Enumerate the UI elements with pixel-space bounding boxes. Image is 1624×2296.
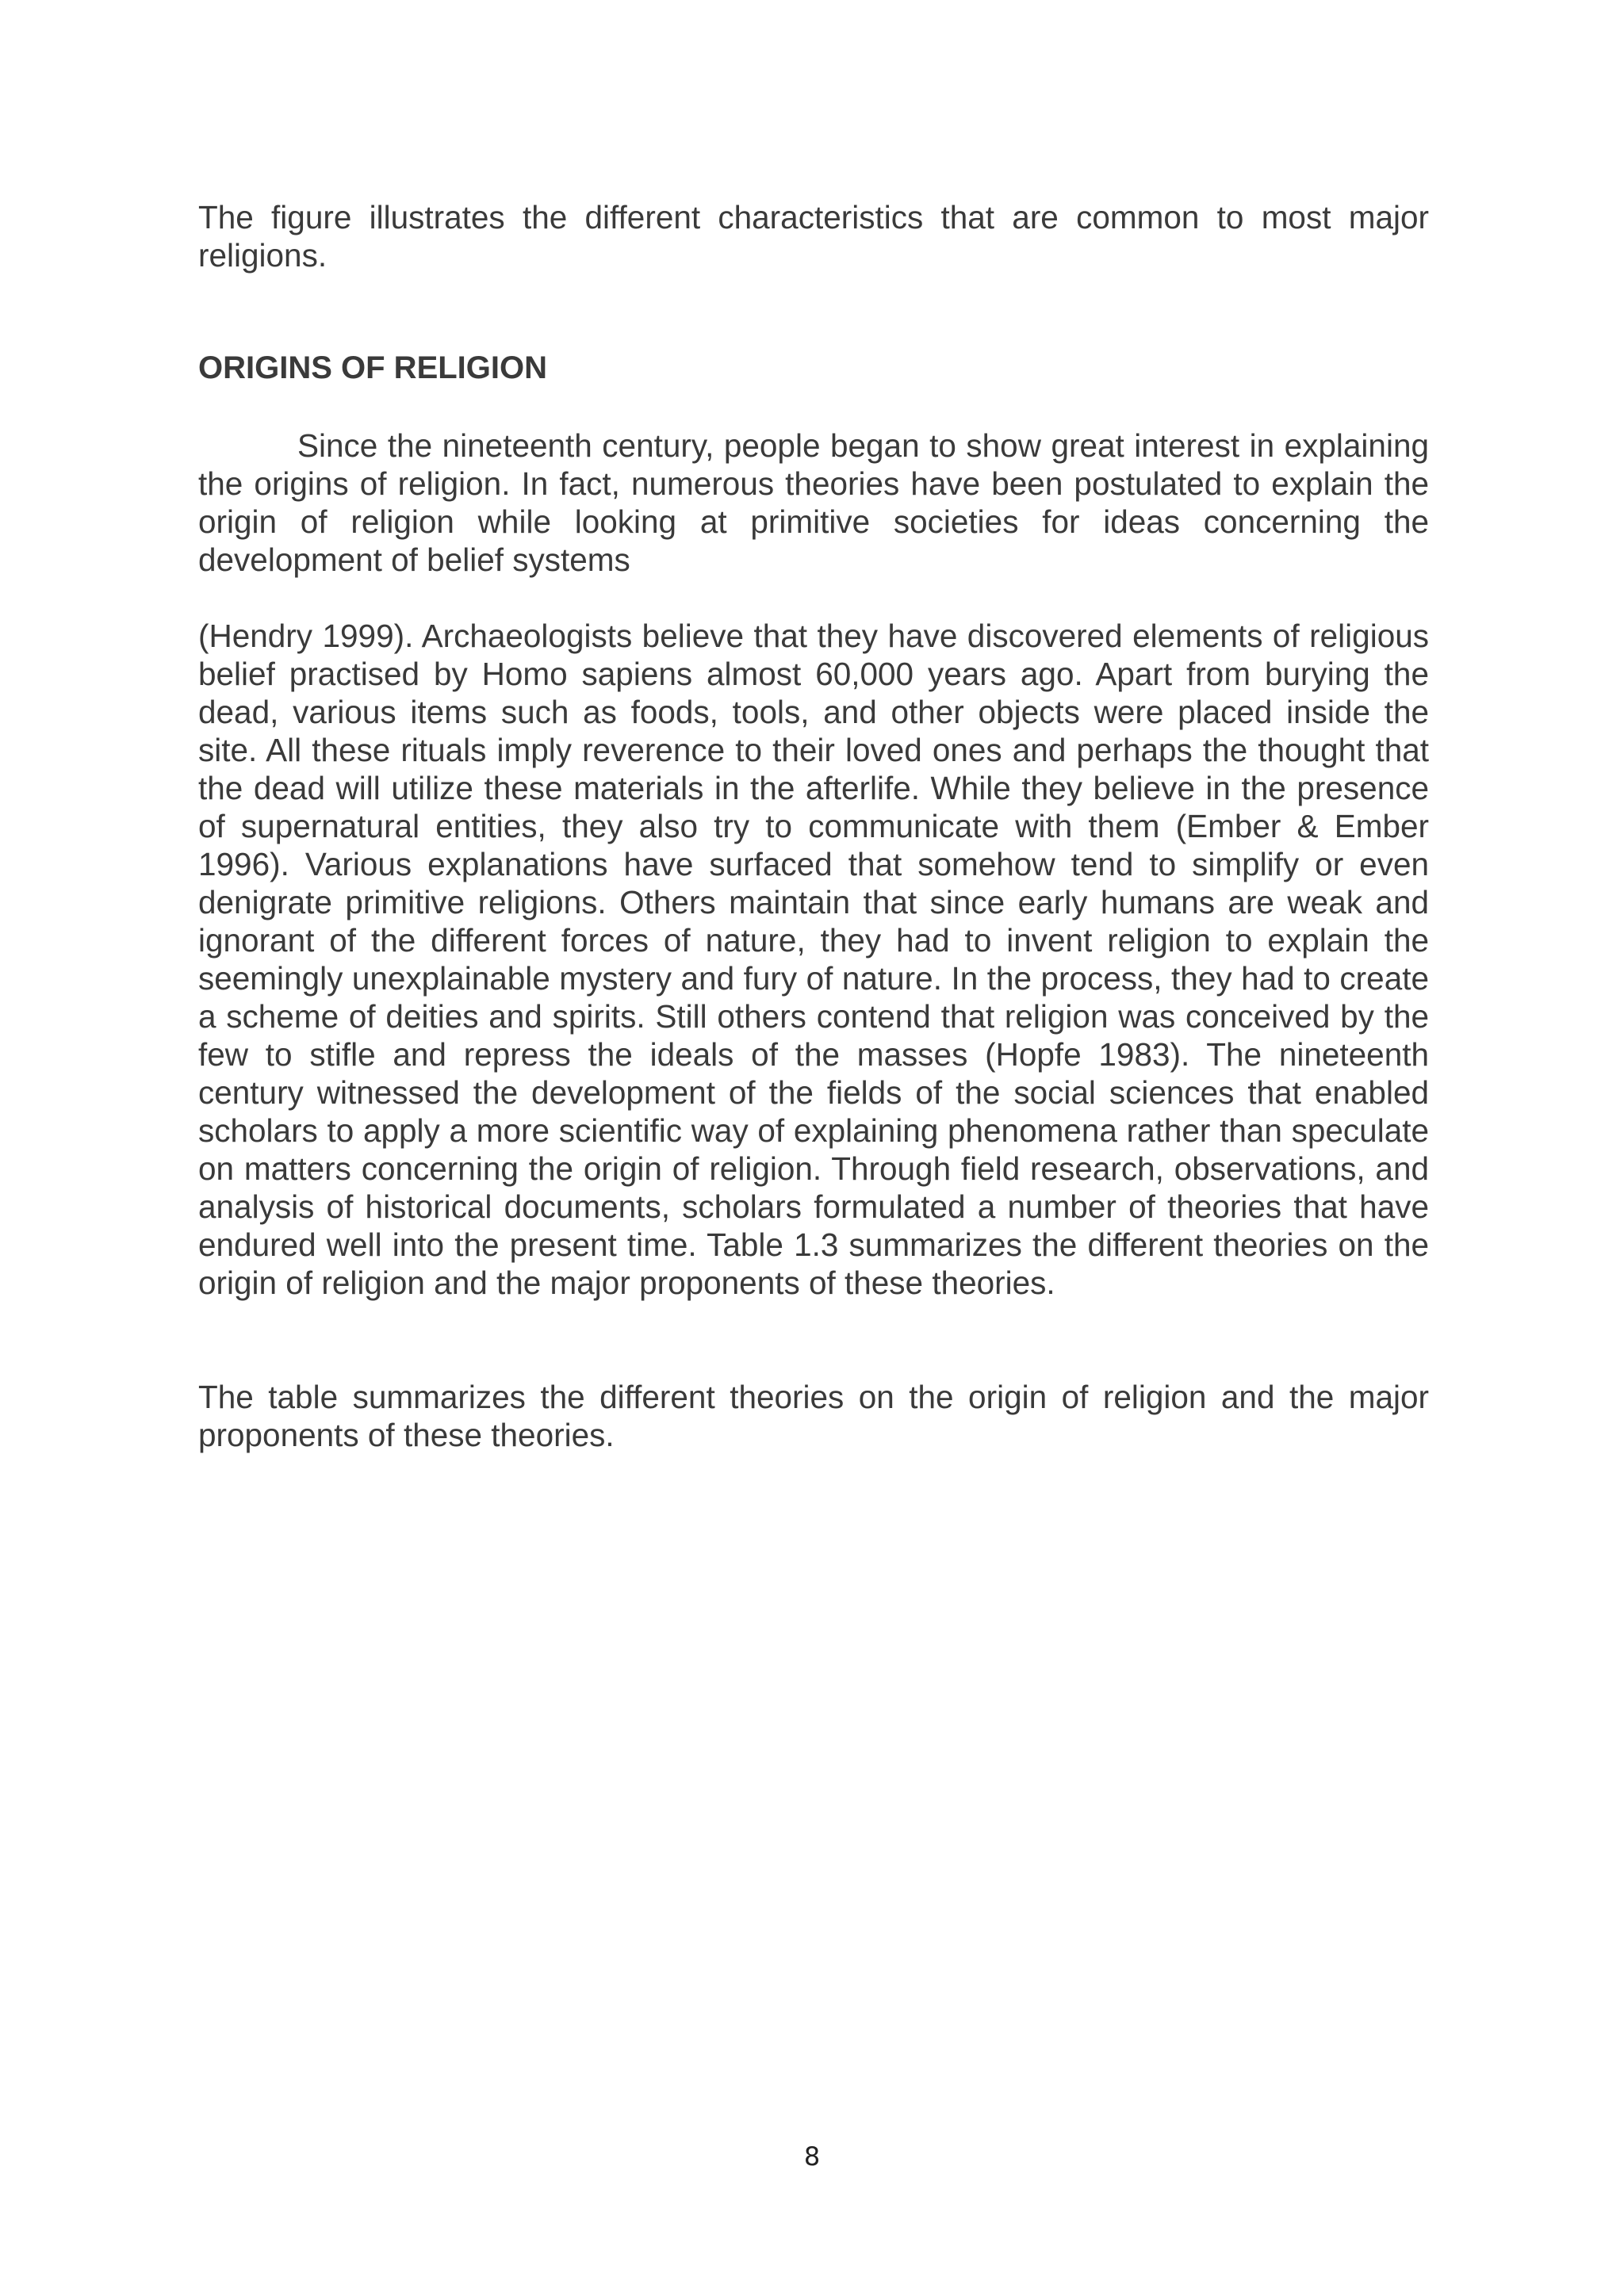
body-paragraph-1: Since the nineteenth century, people began to show great interest in explaining the origins of religion. In fact, numerous theories have been postulated to explain the origin of religion while looking at primitive societies for ideas concerning the development of belief systems bbox=[198, 427, 1429, 578]
page-number: 8 bbox=[803, 2141, 821, 2172]
body-paragraph-3: The table summarizes the different theories on the origin of religion and the major proponents of these theories. bbox=[198, 1379, 1429, 1453]
section-heading: ORIGINS OF RELIGION bbox=[198, 350, 548, 385]
body-paragraph-2: (Hendry 1999). Archaeologists believe that they have discovered elements of religious belief practised by Homo sapiens almost 60,000 years ago. Apart from burying the dead, various items such as foods, tools, and other objects were placed inside the site. All these rituals imply reverence to their loved ones and perhaps the thought that the dead will utilize these materials in the afterlife. While they believe in the presence of supernatural entities, they also try to communicate with them (Ember & Ember 1996). Various explanations have surfaced that somehow tend to simplify or even denigrate primitive religions. Others maintain that since early humans are weak and ignorant of the different forces of nature, they had to invent religion to explain the seemingly unexplainable mystery and fury of nature. In the process, they had to create a scheme of deities and spirits. Still others contend that religion was conceived by the few to stifle and repress the ideals of the masses (Hopfe 1983). The nineteenth century witnessed the development of the fields of the social sciences that enabled scholars to apply a more scientific way of explaining phenomena rather than speculate on matters concerning the origin of religion. Through field research, observations, and analysis of historical documents, scholars formulated a number of theories that have endured well into the present time. Table 1.3 summarizes the different theories on the origin of religion and the major proponents of these theories. bbox=[198, 618, 1429, 1301]
intro-paragraph: The figure illustrates the different characteristics that are common to most major religions. bbox=[198, 199, 1429, 274]
